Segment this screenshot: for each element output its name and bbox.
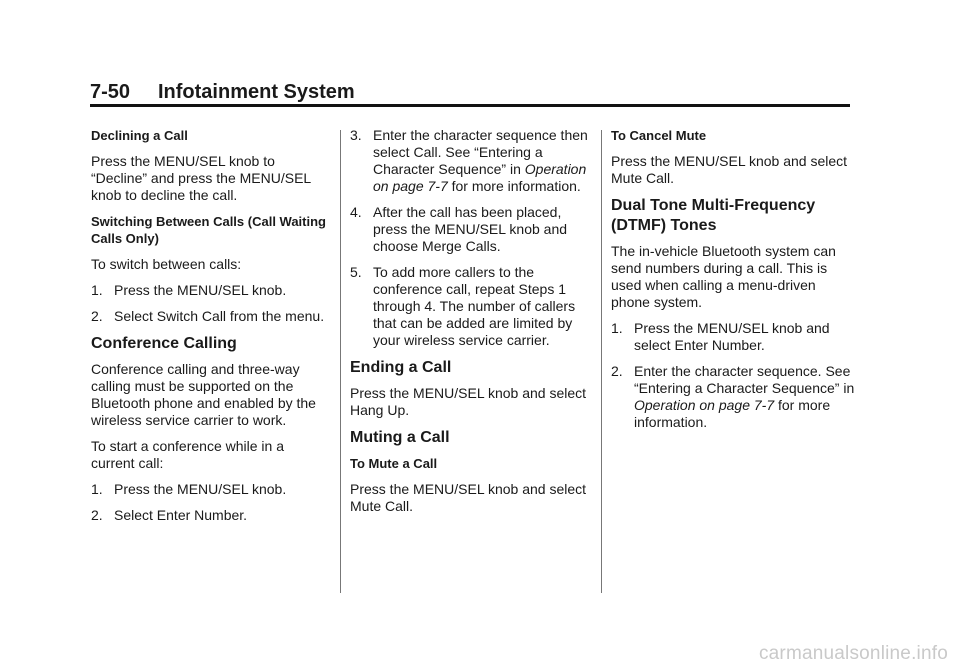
step-text: Press the MENU/SEL knob.: [114, 282, 287, 298]
ending-heading: Ending a Call: [350, 359, 452, 376]
list-item: [350, 264, 590, 349]
step-text: for more information.: [447, 178, 581, 194]
watermark: carmanualsonline.info: [758, 643, 948, 664]
step-text: for more information.: [634, 397, 831, 430]
header-rule: [90, 104, 850, 107]
list-item: [611, 363, 856, 431]
ending-text: Press the MENU/SEL knob and select Hang Up.: [350, 385, 587, 418]
column-1: [91, 127, 331, 533]
step-number: 2.: [91, 507, 103, 523]
muting-heading: Muting a Call: [350, 429, 450, 446]
step-number: 2.: [611, 363, 623, 379]
step-text: To add more callers to the conference call, repeat Steps 1 through 4. The number of callers that can be added are limited by your wireless service carrier.: [373, 264, 576, 348]
conference-text: Conference calling and three-way calling must be supported on the Bluetooth phone and enabled by the wireless service carrier to work.: [91, 361, 316, 428]
list-item: [611, 320, 856, 354]
column-divider-1: [340, 130, 341, 593]
cross-reference: Operation on page 7-7: [634, 397, 775, 413]
list-item: [91, 282, 331, 299]
dtmf-steps: [611, 320, 856, 431]
step-text: Select Enter Number.: [114, 507, 248, 523]
step-number: 3.: [350, 127, 362, 143]
step-text: Press the MENU/SEL knob.: [114, 481, 287, 497]
step-text: Enter the character sequence then select Call. See “Entering a Character Sequence” in: [373, 127, 588, 177]
cross-reference: Operation on page 7-7: [373, 161, 587, 194]
list-item: [350, 204, 590, 255]
step-text: Press the MENU/SEL knob and select Enter Number.: [634, 320, 830, 353]
conference-steps: [91, 481, 331, 524]
list-item: [350, 127, 590, 195]
list-item: [91, 507, 331, 524]
step-text: After the call has been placed, press the MENU/SEL knob and choose Merge Calls.: [373, 204, 568, 254]
step-number: 1.: [91, 282, 103, 298]
conference-intro: To start a conference while in a current call:: [91, 438, 284, 471]
step-text: Enter the character sequence. See “Entering a Character Sequence” in: [634, 363, 855, 396]
step-number: 5.: [350, 264, 362, 280]
page-header: [90, 81, 355, 104]
dtmf-heading: Dual Tone Multi-Frequency (DTMF) Tones: [611, 197, 816, 234]
step-number: 4.: [350, 204, 362, 220]
cancel-mute-subheading: To Cancel Mute: [611, 128, 707, 143]
dtmf-text: The in-vehicle Bluetooth system can send numbers during a call. This is used when calling a menu-driven phone system.: [611, 243, 836, 310]
step-text: Select Switch Call from the menu.: [114, 308, 325, 324]
step-number: 1.: [91, 481, 103, 497]
step-number: 1.: [611, 320, 623, 336]
declining-text: Press the MENU/SEL knob to “Decline” and press the MENU/SEL knob to decline the call.: [91, 153, 311, 203]
page-number: 7-50: [90, 81, 131, 103]
column-3: [611, 127, 856, 440]
switching-steps: [91, 282, 331, 325]
conference-steps-continued: [350, 127, 590, 349]
step-number: 2.: [91, 308, 103, 324]
list-item: [91, 308, 331, 325]
column-2: [350, 127, 590, 524]
mute-text: Press the MENU/SEL knob and select Mute Call.: [350, 481, 587, 514]
conference-heading: Conference Calling: [91, 335, 237, 352]
cancel-mute-text: Press the MENU/SEL knob and select Mute Call.: [611, 153, 848, 186]
column-divider-2: [601, 130, 602, 593]
list-item: [91, 481, 331, 498]
declining-heading: Declining a Call: [91, 128, 188, 143]
switching-heading: Switching Between Calls (Call Waiting Calls Only): [91, 214, 326, 246]
mute-subheading: To Mute a Call: [350, 456, 438, 471]
switching-intro: To switch between calls:: [91, 256, 242, 272]
section-title: Infotainment System: [158, 81, 355, 103]
